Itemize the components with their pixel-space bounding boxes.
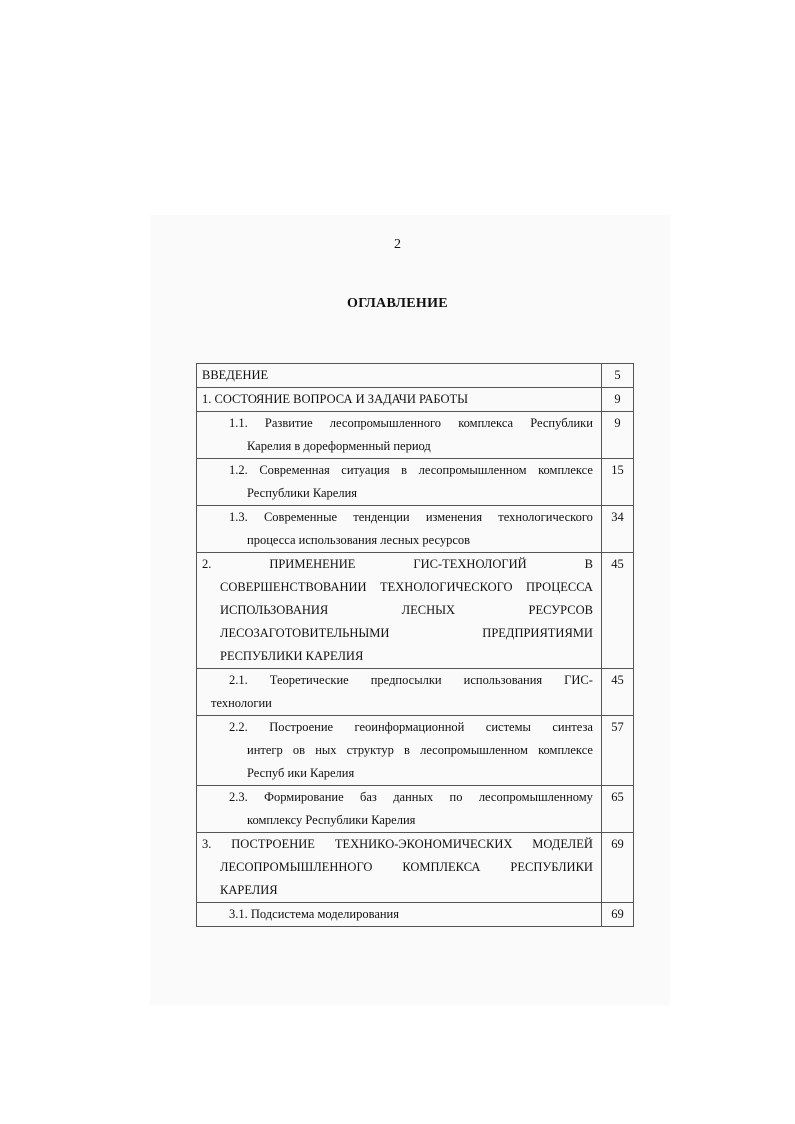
toc-page-number: 34	[601, 506, 633, 553]
toc-page-number: 69	[601, 903, 633, 927]
toc-entry-line: 3.1. Подсистема моделирования	[229, 907, 399, 921]
toc-entry-line: процесса использования лесных ресурсов	[247, 533, 471, 547]
toc-row-section-1-1	[197, 412, 634, 459]
toc-entry-line: интегр ов ных структур в лесопромышленном комплексе	[247, 743, 593, 757]
toc-page-number: 45	[601, 553, 633, 669]
toc-entry-line: ЛЕСОПРОМЫШЛЕННОГО КОМПЛЕКСА РЕСПУБЛИКИ	[220, 860, 593, 874]
toc-row-chapter-3	[197, 833, 634, 903]
toc-entry-line: ВВЕДЕНИЕ	[202, 368, 269, 382]
toc-entry-line: 2.1. Теоретические предпосылки использования ГИС-	[229, 673, 593, 687]
toc-page-number: 9	[601, 412, 633, 459]
toc-entry-line: 2.2. Построение геоинформационной системы синтеза	[229, 720, 593, 734]
toc-page-number: 69	[601, 833, 633, 903]
toc-entry-line: 2.3. Формирование баз данных по лесопромышленному	[229, 790, 593, 804]
toc-title: ОГЛАВЛЕНИЕ	[347, 296, 448, 311]
toc-entry-line: Карелия в дореформенный период	[247, 439, 431, 453]
toc-page-number: 65	[601, 786, 633, 833]
toc-table	[196, 363, 634, 927]
toc-row-section-3-1	[197, 903, 634, 927]
toc-entry-line: Респуб ики Карелия	[247, 766, 355, 780]
toc-entry-line: 1.1. Развитие лесопромышленного комплекса Республики	[229, 416, 593, 430]
toc-entry-line: КАРЕЛИЯ	[220, 883, 278, 897]
toc-row-introduction	[197, 364, 634, 388]
toc-entry-line: СОВЕРШЕНСТВОВАНИИ ТЕХНОЛОГИЧЕСКОГО ПРОЦЕССА	[220, 580, 593, 594]
toc-entry-line: 1. СОСТОЯНИЕ ВОПРОСА И ЗАДАЧИ РАБОТЫ	[202, 392, 469, 406]
toc-row-section-2-2	[197, 716, 634, 786]
toc-entry-line: 3. ПОСТРОЕНИЕ ТЕХНИКО-ЭКОНОМИЧЕСКИХ МОДЕЛЕЙ	[202, 837, 593, 851]
toc-entry-line: технологии	[211, 696, 272, 710]
toc-entry-line: 1.3. Современные тенденции изменения технологического	[229, 510, 593, 524]
toc-entry-line: Республики Карелия	[247, 486, 358, 500]
toc-entry-line: ИСПОЛЬЗОВАНИЯ ЛЕСНЫХ РЕСУРСОВ	[220, 603, 593, 617]
page-number: 2	[394, 237, 401, 252]
toc-row-chapter-1	[197, 388, 634, 412]
toc-page-number: 57	[601, 716, 633, 786]
toc-entry-line: РЕСПУБЛИКИ КАРЕЛИЯ	[220, 649, 364, 663]
toc-page-number: 15	[601, 459, 633, 506]
toc-page-number: 45	[601, 669, 633, 716]
toc-row-section-1-3	[197, 506, 634, 553]
toc-entry-line: 1.2. Современная ситуация в лесопромышленном комплексе	[229, 463, 593, 477]
toc-entry-line: комплексу Республики Карелия	[247, 813, 416, 827]
toc-row-section-1-2	[197, 459, 634, 506]
toc-page-number: 5	[601, 364, 633, 388]
toc-row-section-2-1	[197, 669, 634, 716]
toc-entry-line: 2. ПРИМЕНЕНИЕ ГИС-ТЕХНОЛОГИЙ В	[202, 557, 593, 571]
toc-row-section-2-3	[197, 786, 634, 833]
toc-entry-line: ЛЕСОЗАГОТОВИТЕЛЬНЫМИ ПРЕДПРИЯТИЯМИ	[220, 626, 593, 640]
toc-page-number: 9	[601, 388, 633, 412]
toc-row-chapter-2	[197, 553, 634, 669]
